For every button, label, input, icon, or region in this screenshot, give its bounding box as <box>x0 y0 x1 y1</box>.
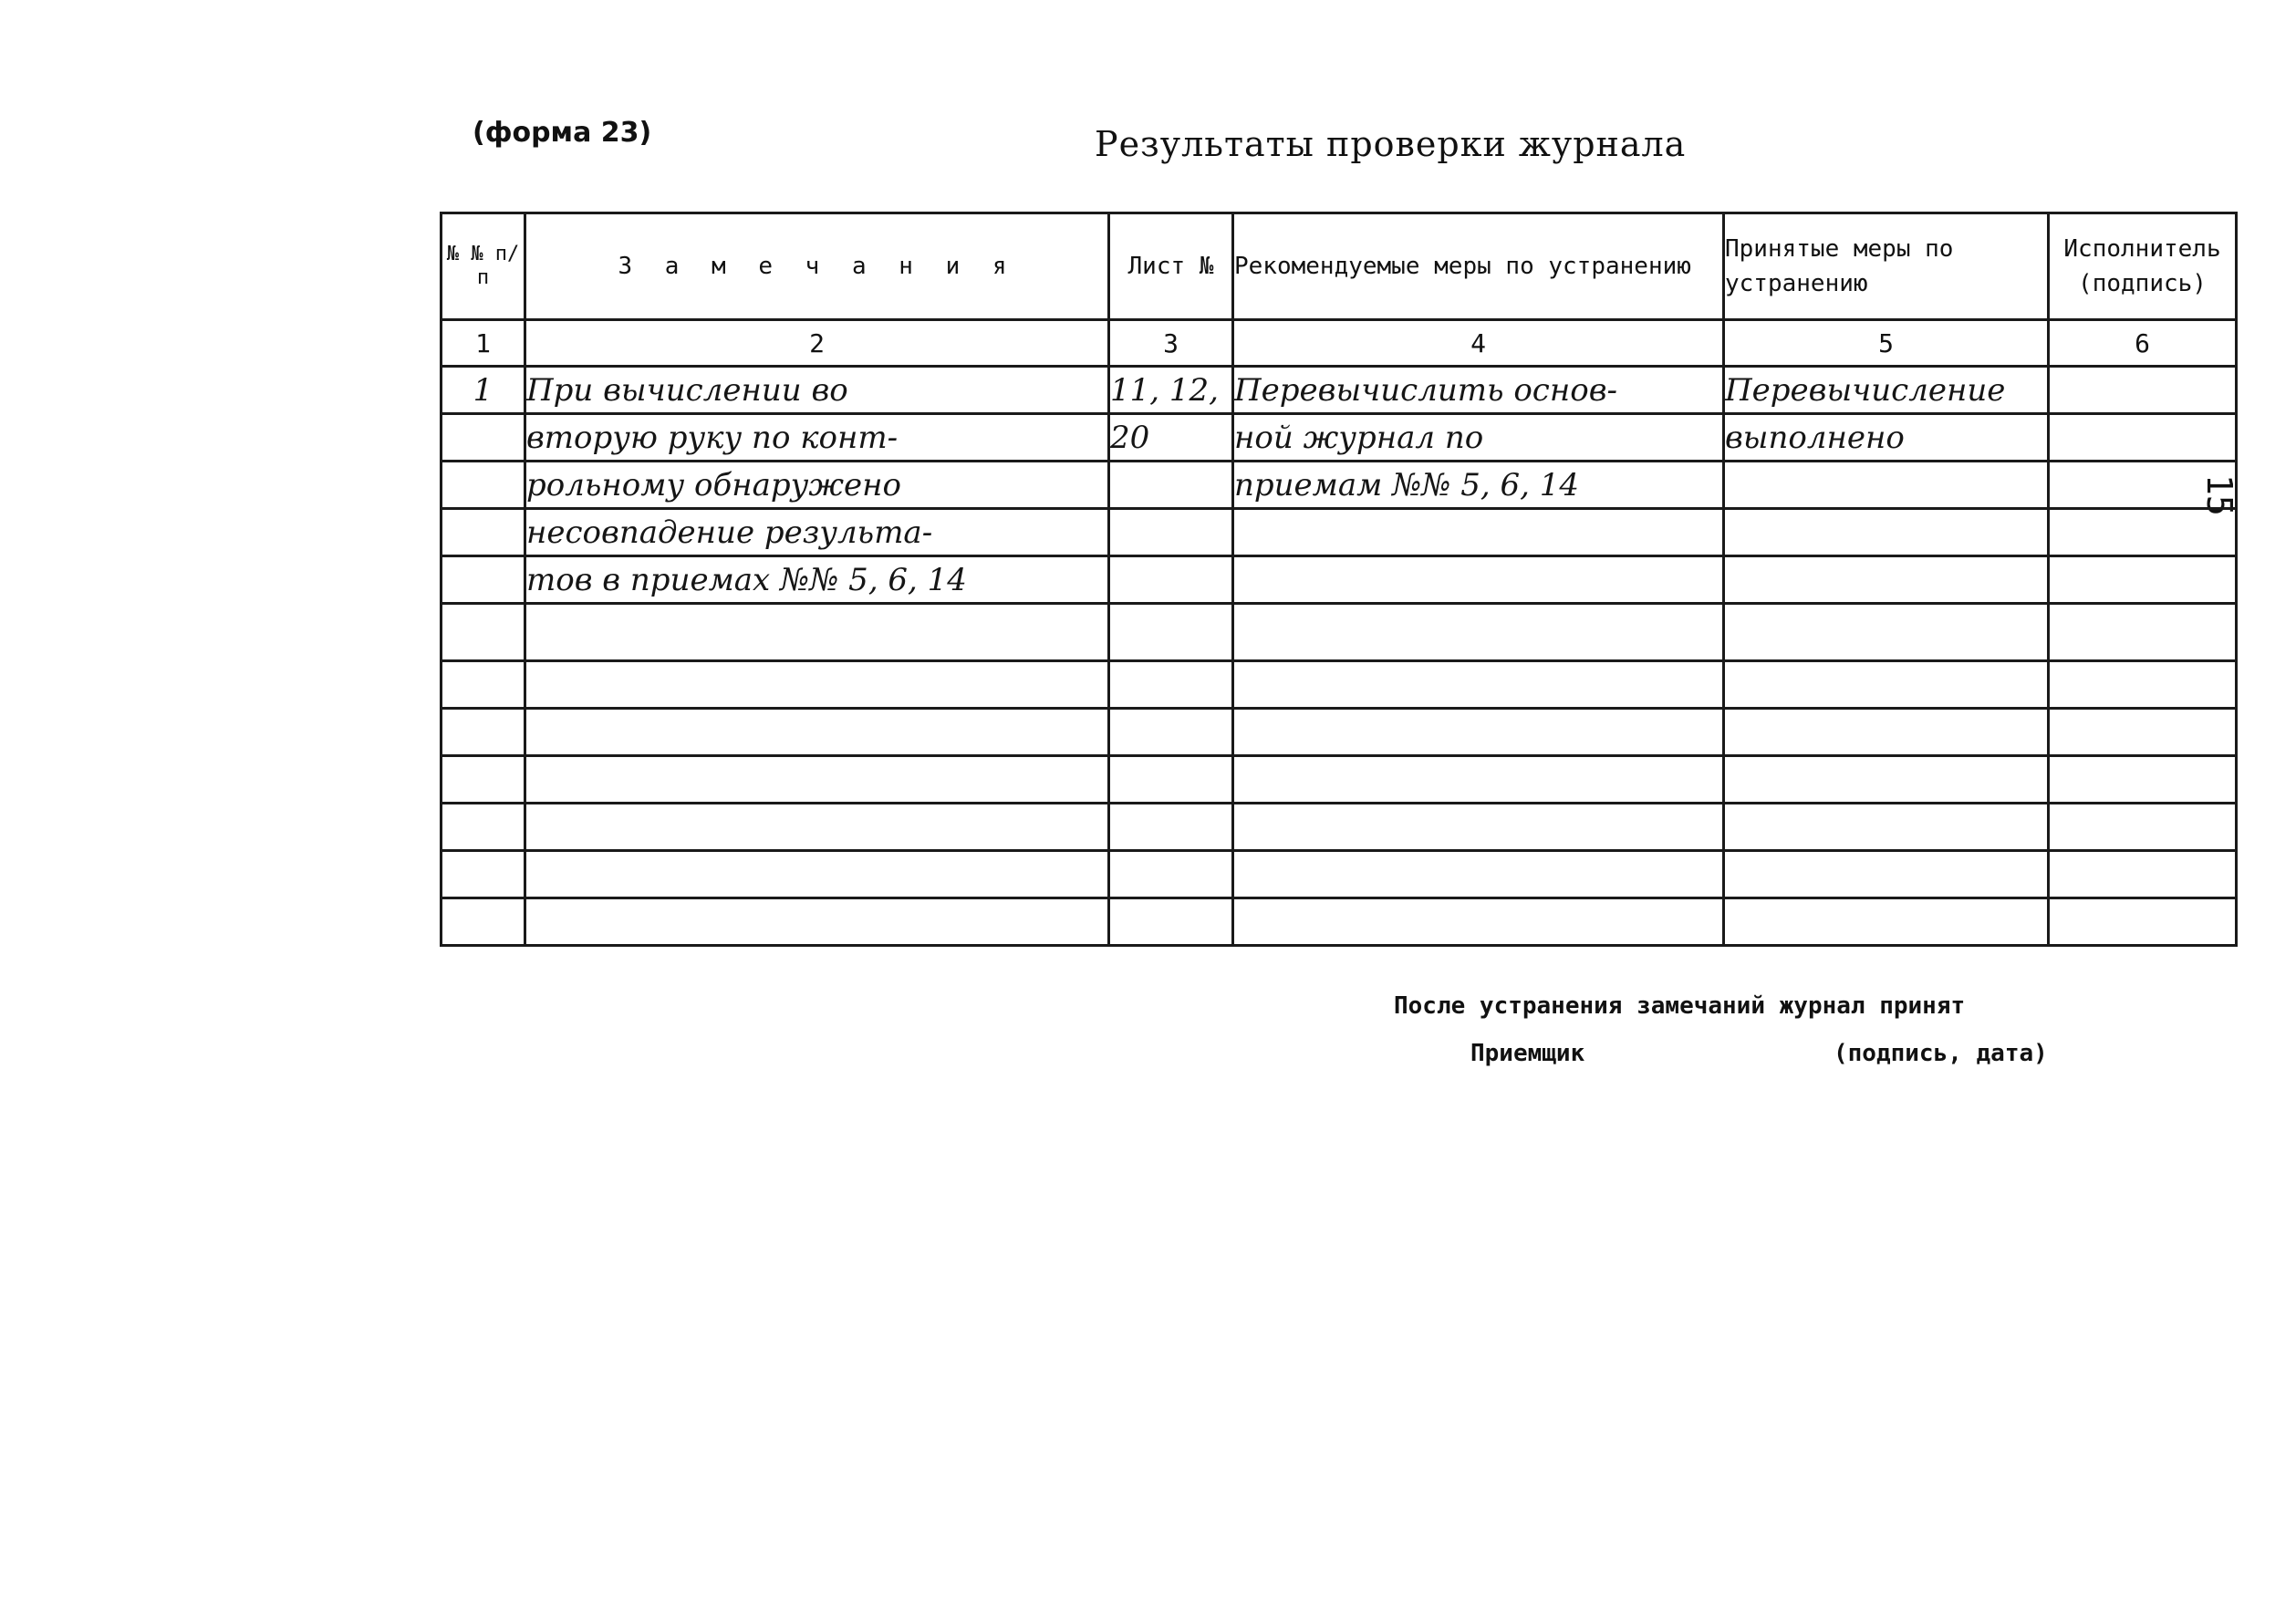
row-number-cell <box>442 851 525 898</box>
acceptance-note: После устранения замечаний журнал принят <box>1394 992 1966 1020</box>
recommended-measures-cell <box>1233 709 1724 756</box>
column-number: 1 <box>442 320 525 367</box>
remarks-cell: несовпадение результа- <box>525 509 1109 556</box>
taken-measures-cell <box>1724 898 2049 946</box>
taken-measures-cell: выполнено <box>1724 414 2049 462</box>
remarks-cell <box>525 804 1109 851</box>
table-row <box>442 604 2237 661</box>
column-number: 6 <box>2049 320 2237 367</box>
column-header-number: № № п/п <box>442 213 525 320</box>
taken-measures-cell <box>1724 709 2049 756</box>
row-number-cell <box>442 509 525 556</box>
remarks-cell <box>525 898 1109 946</box>
sheet-cell <box>1109 661 1233 709</box>
column-header-executor: Исполнитель (подпись) <box>2049 213 2237 320</box>
sheet-cell <box>1109 851 1233 898</box>
table-row <box>442 462 2237 509</box>
form-label: (форма 23) <box>473 117 652 149</box>
executor-cell <box>2049 509 2237 556</box>
table-row <box>442 661 2237 709</box>
sheet-cell <box>1109 804 1233 851</box>
remarks-cell: При вычислении во <box>525 367 1109 414</box>
sheet-cell: 11, 12, <box>1109 367 1233 414</box>
recommended-measures-cell <box>1233 804 1724 851</box>
executor-cell <box>2049 898 2237 946</box>
taken-measures-cell <box>1724 604 2049 661</box>
sheet-cell <box>1109 604 1233 661</box>
sheet-cell <box>1109 898 1233 946</box>
row-number-cell <box>442 414 525 462</box>
sheet-cell <box>1109 556 1233 604</box>
table-row <box>442 556 2237 604</box>
recommended-measures-cell <box>1233 898 1724 946</box>
column-number-row <box>442 320 2237 367</box>
row-number-cell <box>442 556 525 604</box>
table-row <box>442 851 2237 898</box>
row-number-cell <box>442 462 525 509</box>
page-number: 15 <box>2199 474 2239 516</box>
row-number-cell <box>442 756 525 804</box>
remarks-cell <box>525 709 1109 756</box>
recommended-measures-cell: ной журнал по <box>1233 414 1724 462</box>
column-number: 5 <box>1724 320 2049 367</box>
sheet-cell <box>1109 709 1233 756</box>
column-header-sheet: Лист № <box>1109 213 1233 320</box>
taken-measures-cell <box>1724 804 2049 851</box>
recommended-measures-cell <box>1233 661 1724 709</box>
row-number-cell <box>442 898 525 946</box>
column-header-recommended-measures: Рекомендуемые меры по устранению <box>1233 213 1724 320</box>
recommended-measures-cell <box>1233 556 1724 604</box>
remarks-cell <box>525 851 1109 898</box>
column-header-taken-measures: Принятые меры по устранению <box>1724 213 2049 320</box>
recommended-measures-cell <box>1233 509 1724 556</box>
recommended-measures-cell: приемам №№ 5, 6, 14 <box>1233 462 1724 509</box>
column-number: 2 <box>525 320 1109 367</box>
taken-measures-cell <box>1724 462 2049 509</box>
table-row <box>442 898 2237 946</box>
taken-measures-cell <box>1724 851 2049 898</box>
executor-cell <box>2049 804 2237 851</box>
sheet-cell <box>1109 756 1233 804</box>
table-row <box>442 709 2237 756</box>
executor-cell <box>2049 556 2237 604</box>
remarks-cell <box>525 661 1109 709</box>
row-number-cell: 1 <box>442 367 525 414</box>
executor-cell <box>2049 709 2237 756</box>
recommended-measures-cell <box>1233 851 1724 898</box>
taken-measures-cell <box>1724 661 2049 709</box>
taken-measures-cell: Перевычисление <box>1724 367 2049 414</box>
table-row <box>442 756 2237 804</box>
page-title: Результаты проверки журнала <box>1095 124 1687 164</box>
acceptor-label: Приемщик <box>1470 1040 1585 1067</box>
executor-cell <box>2049 661 2237 709</box>
row-number-cell <box>442 604 525 661</box>
recommended-measures-cell <box>1233 604 1724 661</box>
taken-measures-cell <box>1724 556 2049 604</box>
remarks-cell: рольному обнаружено <box>525 462 1109 509</box>
executor-cell <box>2049 851 2237 898</box>
taken-measures-cell <box>1724 756 2049 804</box>
sheet-cell: 20 <box>1109 414 1233 462</box>
row-number-cell <box>442 709 525 756</box>
recommended-measures-cell: Перевычислить основ- <box>1233 367 1724 414</box>
remarks-cell: вторую руку по конт- <box>525 414 1109 462</box>
sheet-cell <box>1109 462 1233 509</box>
row-number-cell <box>442 661 525 709</box>
column-header-remarks: З а м е ч а н и я <box>525 213 1109 320</box>
table-row <box>442 509 2237 556</box>
table-row <box>442 367 2237 414</box>
sheet-cell <box>1109 509 1233 556</box>
executor-cell <box>2049 462 2237 509</box>
table-row <box>442 414 2237 462</box>
executor-cell <box>2049 414 2237 462</box>
signature-date-label: (подпись, дата) <box>1834 1040 2048 1067</box>
journal-check-table <box>440 212 2238 947</box>
row-number-cell <box>442 804 525 851</box>
remarks-cell: тов в приемах №№ 5, 6, 14 <box>525 556 1109 604</box>
table-row <box>442 804 2237 851</box>
remarks-cell <box>525 756 1109 804</box>
table-header-row <box>442 213 2237 320</box>
executor-cell <box>2049 367 2237 414</box>
remarks-cell <box>525 604 1109 661</box>
executor-cell <box>2049 604 2237 661</box>
executor-cell <box>2049 756 2237 804</box>
recommended-measures-cell <box>1233 756 1724 804</box>
column-number: 3 <box>1109 320 1233 367</box>
taken-measures-cell <box>1724 509 2049 556</box>
column-number: 4 <box>1233 320 1724 367</box>
